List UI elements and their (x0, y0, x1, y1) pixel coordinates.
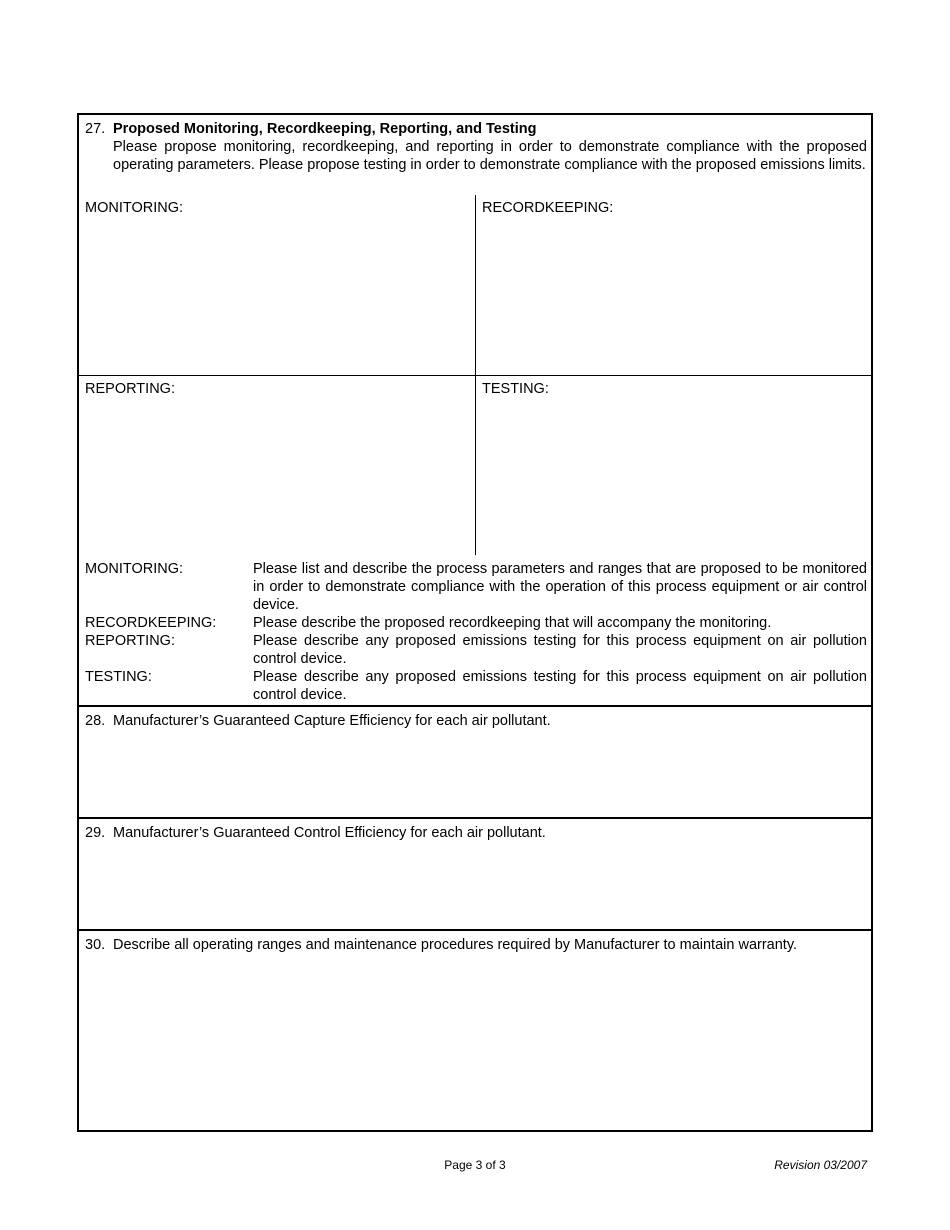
section-27-title: Proposed Monitoring, Recordkeeping, Reporting, and Testing (113, 121, 537, 137)
section-28[interactable] (79, 707, 871, 817)
definition-text: Please describe any proposed emissions testing for this process equipment on air pollution control device. (253, 669, 867, 703)
definition-term: REPORTING: (85, 633, 175, 649)
section-30-number: 30. (85, 937, 106, 953)
definition-term: RECORDKEEPING: (85, 615, 217, 631)
section-27 (79, 115, 871, 705)
section-29-text: Manufacturer’s Guaranteed Control Efficiency for each air pollutant. (113, 825, 546, 841)
definition-term: MONITORING: (85, 561, 184, 577)
definition-recordkeeping (85, 614, 867, 632)
section-27-number: 27. (85, 121, 106, 137)
definition-reporting (85, 632, 867, 668)
monitoring-label: MONITORING: (85, 200, 184, 216)
application-form (77, 113, 873, 1132)
reporting-label: REPORTING: (85, 381, 175, 397)
revision-label: Revision 03/2007 (774, 1158, 867, 1172)
recordkeeping-field[interactable] (476, 195, 871, 375)
definition-testing (85, 668, 867, 704)
grid-horizontal-divider (79, 375, 871, 376)
page-number: Page 3 of 3 (444, 1158, 506, 1172)
section-29-number: 29. (85, 825, 106, 841)
definition-term: TESTING: (85, 669, 152, 685)
definitions-list (85, 560, 867, 704)
section-30[interactable] (79, 931, 871, 1130)
testing-label: TESTING: (482, 381, 549, 397)
section-30-text: Describe all operating ranges and maintenance procedures required by Manufacturer to maintain warranty. (113, 937, 798, 953)
definition-text: Please describe the proposed recordkeeping that will accompany the monitoring. (253, 615, 772, 631)
definition-text: Please list and describe the process parameters and ranges that are proposed to be monitored in order to demonstrate compliance with the operation of this process equipment or air control device. (253, 561, 867, 613)
reporting-field[interactable] (79, 376, 475, 555)
definition-text: Please describe any proposed emissions testing for this process equipment on air pollution control device. (253, 633, 867, 667)
section-28-text: Manufacturer’s Guaranteed Capture Efficiency for each air pollutant. (113, 713, 551, 729)
testing-field[interactable] (476, 376, 871, 555)
section-29[interactable] (79, 819, 871, 929)
section-27-description: Please propose monitoring, recordkeeping, and reporting in order to demonstrate compliance with the proposed operating parameters. Please propose testing in order to demonstrate compliance with the proposed emissions limits. (113, 139, 867, 173)
definition-monitoring (85, 560, 867, 614)
recordkeeping-label: RECORDKEEPING: (482, 200, 614, 216)
section-28-number: 28. (85, 713, 106, 729)
monitoring-field[interactable] (79, 195, 475, 375)
